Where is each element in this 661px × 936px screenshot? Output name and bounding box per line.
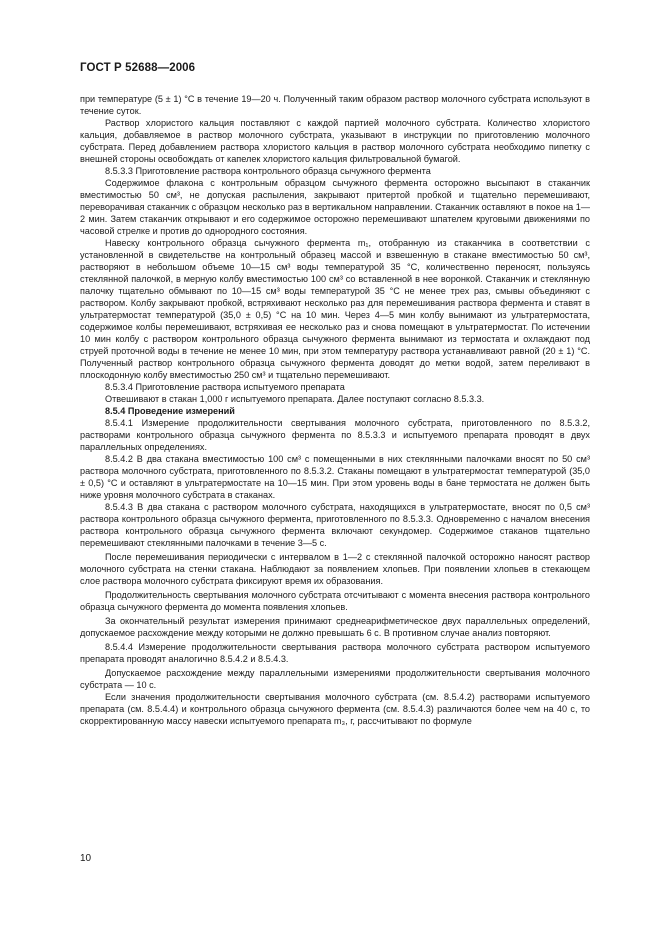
paragraph: После перемешивания периодически с интервалом в 1—2 с стеклянной палочкой осторожно наносят раствор молочного субстрата на стенки стакана. Наблюдают за появлением хлопьев. При появлении хлопьев в стекающем слое раствора молочного субстрата фиксируют время их образования. — [80, 552, 590, 586]
paragraph: 8.5.4.2 В два стакана вместимостью 100 см³ с помещенными в них стеклянными палочками вносят по 50 см³ раствора молочного субстрата, приготовленного по 8.5.3.2. Стаканы помещают в ультратермостат температурой (35,0 ± 0,5) °С и оставляют в ультратермостате на 10—15 мин. При этом уровень воды в бане термостата не должен быть ниже уровня молочного субстрата в стаканах. — [80, 454, 590, 500]
paragraph: 8.5.3.4 Приготовление раствора испытуемого препарата — [105, 382, 345, 392]
paragraph: Содержимое флакона с контрольным образцом сычужного фермента осторожно высыпают в стаканчик вместимостью 50 см³, не допуская распыления, закрывают притертой пробкой и тщательно перемешивают, переворачивая стаканчик с образцом несколько раз в вертикальном направлении. Стаканчик оставляют в покое на 1—2 мин. Затем стаканчик открывают и его содержимое осторожно перемешивают шпателем круговыми движениями по часовой стрелке и против до однородного состояния. — [80, 178, 590, 236]
paragraph: при температуре (5 ± 1) °С в течение 19—20 ч. Полученный таким образом раствор молочного субстрата используют в течение суток. — [80, 94, 590, 116]
paragraph: За окончательный результат измерения принимают среднеарифметическое двух параллельных определений, допускаемое расхождение между которыми не должно превышать 6 с. В противном случае анализ повторяют. — [80, 616, 590, 638]
body-text — [80, 93, 590, 727]
paragraph: 8.5.3.3 Приготовление раствора контрольного образца сычужного фермента — [105, 166, 431, 176]
page-number: 10 — [80, 853, 92, 864]
paragraph: Допускаемое расхождение между параллельными измерениями продолжительности свертывания молочного субстрата — 10 с. — [80, 668, 590, 690]
paragraph: Продолжительность свертывания молочного субстрата отсчитывают с момента внесения раствора контрольного образца сычужного фермента до момента появления хлопьев. — [80, 590, 590, 612]
paragraph: 8.5.4.1 Измерение продолжительности свертывания молочного субстрата, приготовленного по 8.5.3.2, растворами контрольного образца сычужного фермента по 8.5.3.3 и испытуемого препарата проводят в двух параллельных определениях. — [80, 418, 590, 452]
paragraph: 8.5.4.3 В два стакана с раствором молочного субстрата, находящихся в ультратермостате, вносят по 0,5 см³ раствора контрольного образца сычужного фермента, приготовленного по 8.5.3.3. Одновременно с началом внесения раствора контрольного образца сычужного фермента включают секундомер. Содержимое стаканов тщательно перемешивают стеклянными палочками в течение 3—5 с. — [80, 502, 590, 548]
standard-header: ГОСТ Р 52688—2006 — [80, 62, 196, 74]
paragraph: 8.5.4.4 Измерение продолжительности свертывания раствора молочного субстрата раствором испытуемого препарата проводят аналогично 8.5.4.2 и 8.5.4.3. — [80, 642, 590, 664]
paragraph: Если значения продолжительности свертывания молочного субстрата (см. 8.5.4.2) растворами испытуемого препарата (см. 8.5.4.4) и контрольного образца сычужного фермента (см. 8.5.4.3) различаются более чем на 40 с, то скорректированную массу навески испытуемого препарата m₃, г, рассчитывают по формуле — [80, 692, 590, 726]
paragraph: Раствор хлористого кальция поставляют с каждой партией молочного субстрата. Количество хлористого кальция, добавляемое в раствор молочного субстрата, указывают в инструкции по приготовлению молочного субстрата. Перед добавлением раствора хлористого кальция в раствор молочного субстрата необходимо пипетку с внешней стороны освобождать от капелек хлористого кальция фильтровальной бумагой. — [80, 118, 590, 164]
section-heading: 8.5.4 Проведение измерений — [105, 406, 235, 416]
paragraph: Отвешивают в стакан 1,000 г испытуемого препарата. Далее поступают согласно 8.5.3.3. — [105, 394, 485, 404]
paragraph: Навеску контрольного образца сычужного фермента m₁, отобранную из стаканчика в соответствии с установленной в свидетельстве на контрольный образец массой и взвешенную в стакане вместимостью 50 см³, растворяют в небольшом объеме 10—15 см³ воды температурой 35 °С, количественно переносят, пользуясь стеклянной палочкой, в мерную колбу вместимостью 100 см³ со вставленной в нее воронкой. Стаканчик и стеклянную палочку тщательно обмывают по 10—15 см³ воды температурой 35 °С не менее трех раз, смывы объединяют с раствором. Колбу закрывают пробкой, встряхивают несколько раз для перемешивания раствора фермента и ставят в ультратермостат температурой (35,0 ± 0,5) °С на 10 мин. Через 4—5 мин колбу вынимают из ультратермостата, содержимое колбы перемешивают, встряхивая ее несколько раз и снова помещают в ультратермостат. По истечении 10 мин колбу с раствором контрольного образца сычужного фермента вынимают из термостата и охлаждают под струей проточной воды в течение не менее 10 мин, при этом температуру раствора устанавливают равной (20 ± 1) °С. Полученный раствор контрольного образца сычужного фермента доводят до метки водой, затем переливают в плоскодонную колбу вместимостью 250 см³ и тщательно перемешивают. — [80, 238, 590, 380]
